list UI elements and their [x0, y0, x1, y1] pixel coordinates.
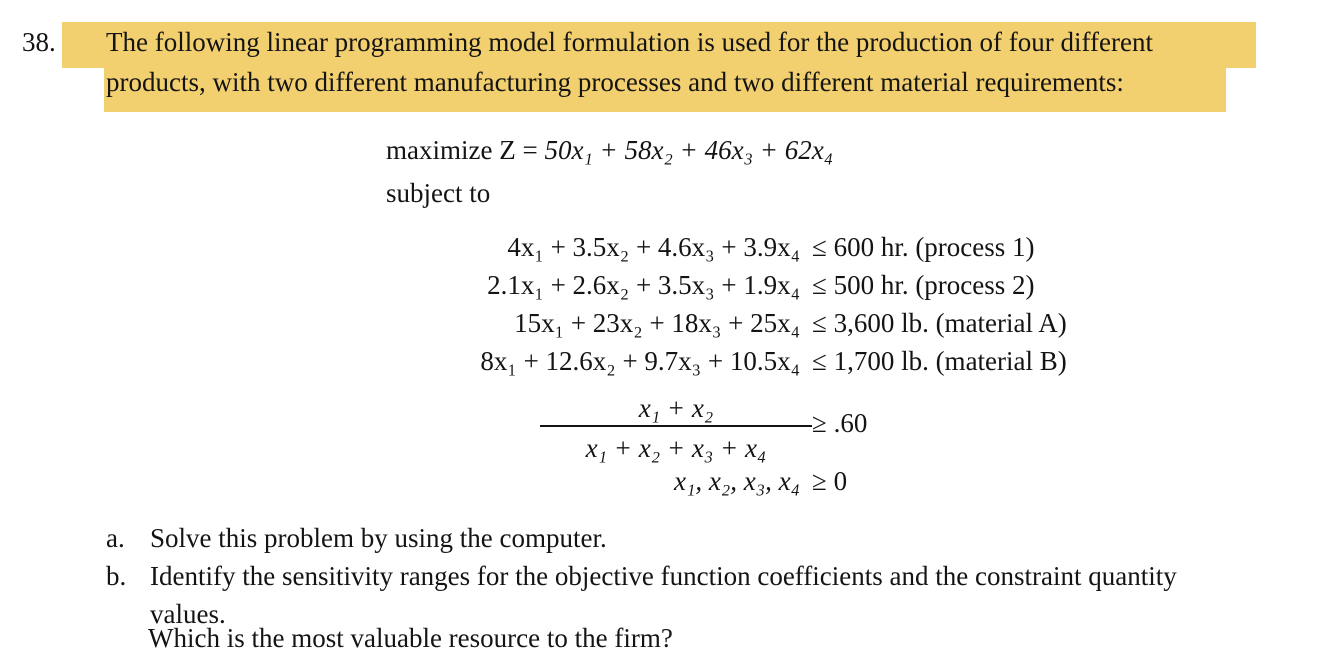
part-text: values.: [150, 599, 226, 629]
cutoff-text: Which is the most valuable resource to the firm?: [148, 623, 673, 653]
constraint-lhs: 15x₁ + 23x₂ + 18x₃ + 25x₄: [514, 308, 800, 338]
nonnegativity-lhs: x₁, x₂, x₃, x₄: [674, 466, 800, 496]
part-label: b.: [106, 561, 127, 591]
problem-intro-line-1: The following linear programming model formulation is used for the production of four different: [106, 27, 1153, 57]
constraint-row: [0, 346, 1322, 378]
problem-number: 38.: [22, 27, 56, 57]
constraint-lhs: 4x₁ + 3.5x₂ + 4.6x₃ + 3.9x₄: [507, 232, 800, 262]
objective-terms: 50x₁ + 58x₂ + 46x₃ + 62x₄: [544, 135, 834, 165]
ratio-numerator: x₁ + x₂: [638, 393, 714, 423]
part-text: Identify the sensitivity ranges for the objective function coefficients and the constraint quantity: [150, 561, 1177, 591]
constraint-rhs: ≤ 600 hr. (process 1): [812, 232, 1035, 262]
constraint-row: [0, 270, 1322, 302]
constraint-row: [0, 308, 1322, 340]
ratio-rhs: ≥ .60: [812, 408, 868, 438]
constraint-rhs: ≤ 3,600 lb. (material A): [812, 308, 1067, 338]
subject-to-label: subject to: [386, 178, 491, 208]
part-text: Solve this problem by using the computer.: [150, 523, 607, 553]
fraction-bar: [540, 425, 812, 427]
objective-prefix: maximize Z =: [386, 135, 545, 165]
objective-function: [386, 134, 833, 166]
ratio-denominator: x₁ + x₂ + x₃ + x₄: [585, 433, 767, 463]
constraint-lhs: 8x₁ + 12.6x₂ + 9.7x₃ + 10.5x₄: [480, 346, 800, 376]
cutoff-next-question: [148, 623, 673, 653]
constraint-rhs: ≤ 500 hr. (process 2): [812, 270, 1035, 300]
nonnegativity-row: [0, 466, 1322, 498]
problem-intro-line-2: products, with two different manufacturing processes and two different material requirements:: [106, 67, 1124, 97]
constraint-lhs: 2.1x₁ + 2.6x₂ + 3.5x₃ + 1.9x₄: [487, 270, 800, 300]
constraint-rhs: ≤ 1,700 lb. (material B): [812, 346, 1067, 376]
constraint-row: [0, 232, 1322, 264]
nonnegativity-rhs: ≥ 0: [812, 466, 848, 496]
part-label: a.: [106, 523, 125, 553]
